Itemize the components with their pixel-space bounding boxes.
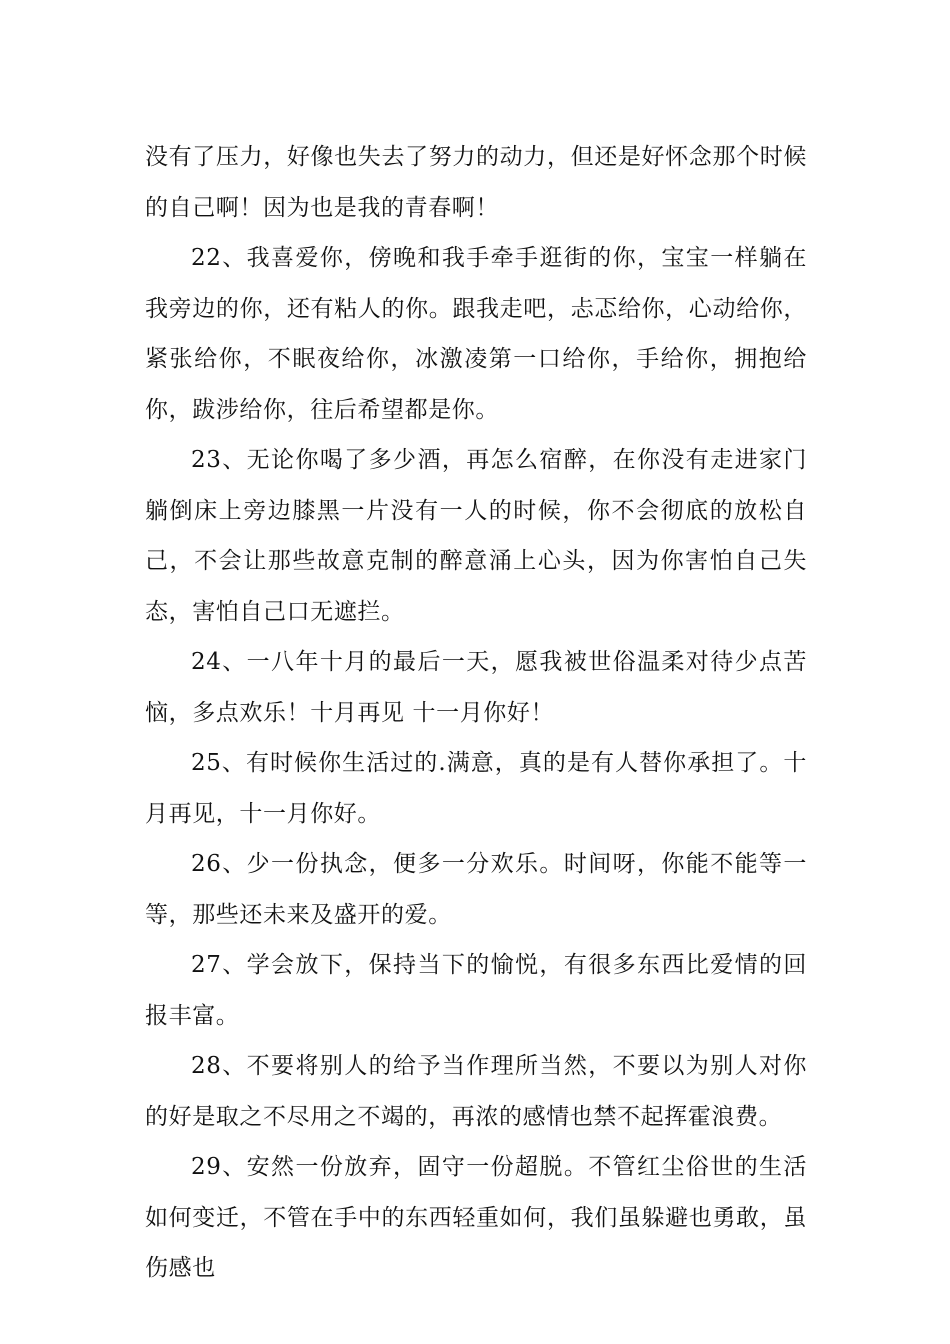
paragraph-continued: 没有了压力，好像也失去了努力的动力，但还是好怀念那个时候的自己啊！因为也是我的青春啊！ (145, 144, 807, 221)
document-body (145, 132, 807, 1294)
paragraph-23: 23、无论你喝了多少酒，再怎么宿醉，在你没有走进家门躺倒床上旁边膝黑一片没有一人的时候，你不会彻底的放松自己，不会让那些故意克制的醉意涌上心头，因为你害怕自己失态，害怕自己口无遮拦。 (145, 447, 807, 625)
paragraph-28: 28、不要将别人的给予当作理所当然，不要以为别人对你的好是取之不尽用之不竭的，再浓的感情也禁不起挥霍浪费。 (145, 1053, 807, 1130)
paragraph-26: 26、少一份执念，便多一分欢乐。时间呀，你能不能等一等，那些还未来及盛开的爱。 (145, 851, 807, 928)
paragraph-29: 29、安然一份放弃，固守一份超脱。不管红尘俗世的生活如何变迁，不管在手中的东西轻重如何，我们虽躲避也勇敢，虽伤感也 (145, 1154, 807, 1281)
paragraph-24: 24、一八年十月的最后一天，愿我被世俗温柔对待少点苦恼，多点欢乐！十月再见 十一月你好！ (145, 649, 807, 726)
paragraph-22: 22、我喜爱你，傍晚和我手牵手逛街的你，宝宝一样躺在我旁边的你，还有粘人的你。跟我走吧，忐忑给你，心动给你，紧张给你，不眠夜给你，冰激凌第一口给你，手给你，拥抱给你，跋涉给你，往后希望都是你。 (145, 245, 807, 423)
paragraph-25: 25、有时候你生活过的.满意，真的是有人替你承担了。十月再见，十一月你好。 (145, 750, 807, 827)
paragraph-27: 27、学会放下，保持当下的愉悦，有很多东西比爱情的回报丰富。 (145, 952, 807, 1029)
